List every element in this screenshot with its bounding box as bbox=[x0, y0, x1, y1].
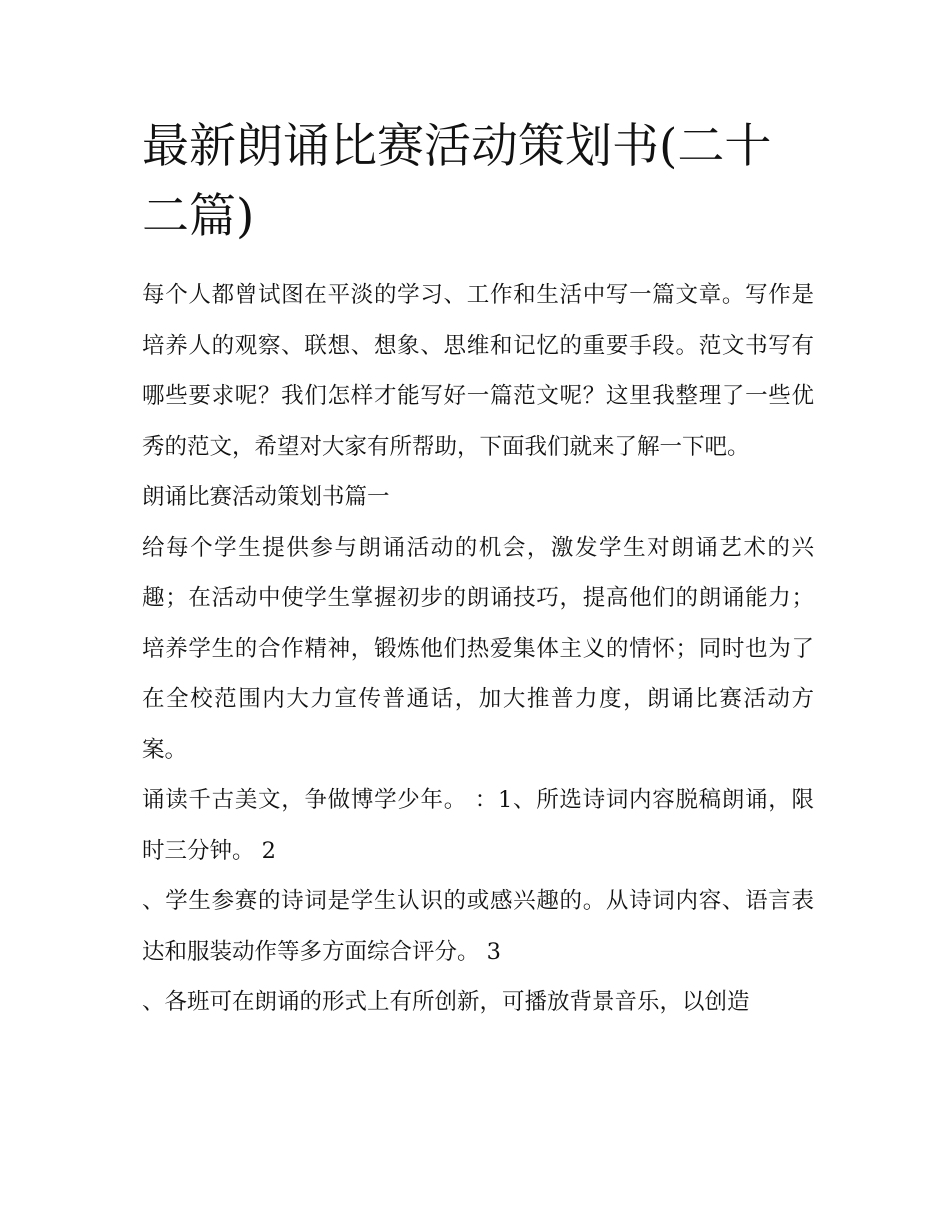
rule-paragraph-3: 、各班可在朗诵的形式上有所创新，可播放背景音乐，以创造 bbox=[142, 989, 750, 1015]
intro-paragraph: 每个人都曾试图在平淡的学习、工作和生活中写一篇文章。写作是培养人的观察、联想、想象、思维和记忆的重要手段。范文书写有哪些要求呢？我们怎样才能写好一篇范文呢？这里我整理了一些优秀的范文，希望对大家有所帮助，下面我们就来了解一下吧。 bbox=[142, 282, 814, 460]
document-title: 最新朗诵比赛活动策划书(二十二篇) bbox=[142, 119, 772, 244]
section-heading: 朗诵比赛活动策划书篇一 bbox=[142, 484, 390, 510]
purpose-paragraph: 给每个学生提供参与朗诵活动的机会，激发学生对朗诵艺术的兴趣；在活动中使学生掌握初步的朗诵技巧，提高他们的朗诵能力；培养学生的合作精神，锻炼他们热爱集体主义的情怀；同时也为了在全校范围内大力宣传普通话，加大推普力度，朗诵比赛活动方案。 bbox=[142, 534, 814, 763]
document-page bbox=[142, 112, 814, 1028]
rule-paragraph-2: 、学生参赛的诗词是学生认识的或感兴趣的。从诗词内容、语言表达和服装动作等多方面综合评分。 3 bbox=[142, 888, 814, 965]
rule-paragraph-1: 诵读千古美文，争做博学少年。 ：1、所选诗词内容脱稿朗诵，限时三分钟。 2 bbox=[142, 787, 814, 864]
